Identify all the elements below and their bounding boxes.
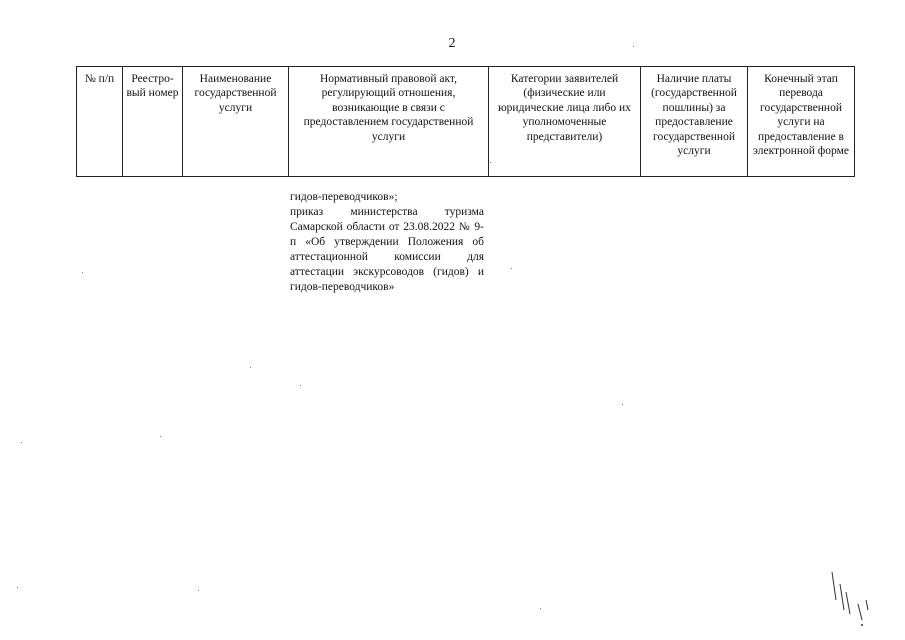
services-table-header (76, 66, 855, 177)
col-header-legal-act: Нормативный правовой акт, регулирующий отношения, возникающие в связи с предоставлением государственной услуги (289, 67, 489, 177)
scan-speck (300, 385, 301, 386)
scan-speck (250, 367, 251, 368)
scan-speck (540, 608, 541, 609)
page-number: 2 (448, 36, 456, 51)
continuation-first-line: гидов-переводчиков»; (290, 191, 398, 203)
scan-speck (21, 442, 22, 443)
col-header-electronic-stage: Конечный этап перевода государственной услуги на предоставление в электронной форме (748, 67, 855, 177)
col-header-service-name: Наименование государственной услуги (183, 67, 289, 177)
col-header-number: № п/п (77, 67, 123, 177)
scan-speck (633, 46, 634, 47)
scan-speck (17, 587, 18, 588)
scan-speck (160, 436, 161, 437)
scan-speck (490, 162, 491, 163)
legal-act-continuation (290, 190, 484, 295)
scan-speck (511, 268, 512, 269)
continuation-order-text: приказ министерства туризма Самарской области от 23.08.2022 № 9-п «Об утверждении Положения об аттестационной комиссии для аттестации экскурсоводов (гидов) и гидов-переводчиков» (290, 205, 484, 293)
col-header-fee: Наличие платы (государственной пошлины) за предоставление государственной услуги (641, 67, 748, 177)
table-header-row (77, 67, 855, 177)
scan-speck (198, 590, 199, 591)
scan-speck (82, 272, 83, 273)
scan-speck (622, 404, 623, 405)
col-header-registry-number: Реестро-вый номер (123, 67, 183, 177)
col-header-applicant-categories: Категории заявителей (физические или юридические лица либо их уполномоченные представители) (489, 67, 641, 177)
signature-mark (822, 570, 884, 628)
